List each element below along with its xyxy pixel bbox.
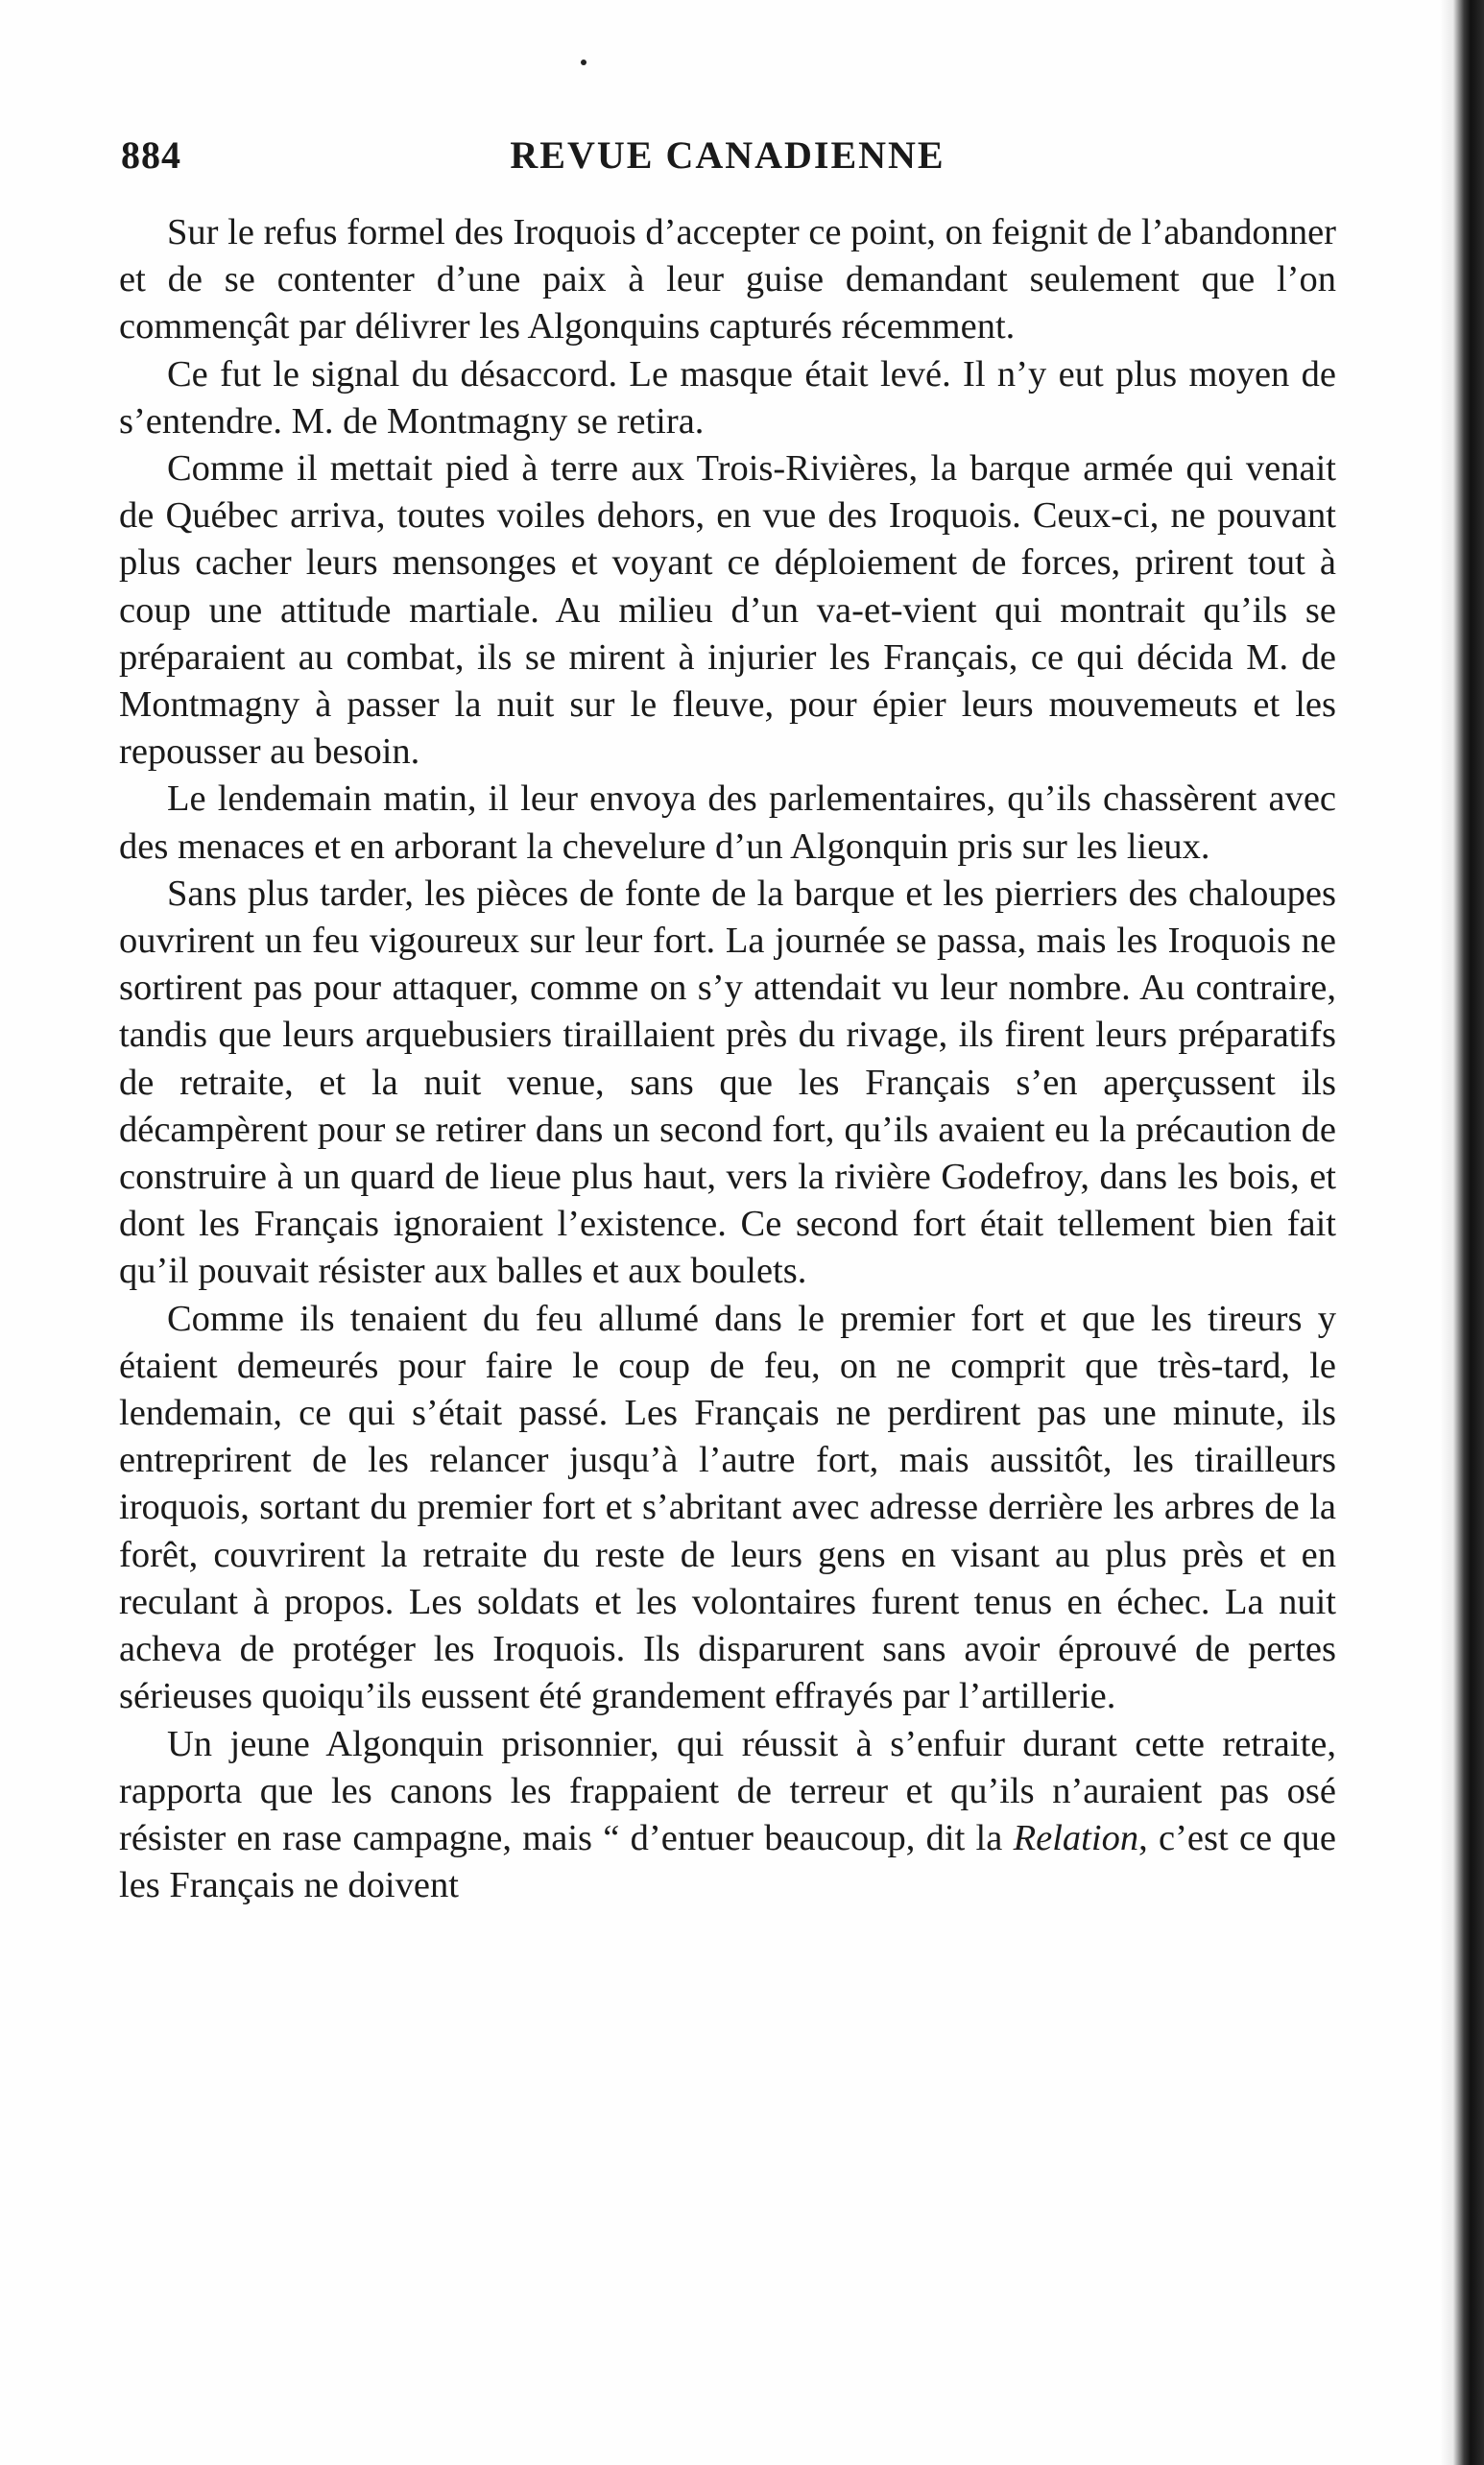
paragraph-7-text-before: Un jeune Algonquin prisonnier, qui réussit à s’enfuir durant cette retraite, rapporta que les canons les frappaient de terreur et qu’ils n’auraient pas osé résister en rase campagne, mais “ d’entuer beaucoup, dit la [119, 1723, 1336, 1858]
paragraph-4: Le lendemain matin, il leur envoya des parlementaires, qu’ils chassèrent avec des menaces et en arborant la chevelure d’un Algonquin pris sur les lieux. [119, 778, 1336, 867]
paragraph-7-text-after: , c’est ce que les Français ne doivent [119, 1817, 1336, 1906]
page-header [121, 132, 1334, 180]
paragraph-3: Comme il mettait pied à terre aux Trois-Rivières, la barque armée qui venait de Québec arriva, toutes voiles dehors, en vue des Iroquois. Ceux-ci, ne pouvant plus cacher leurs mensonges et voyant ce déploiement de forces, prirent tout à coup une attitude martiale. Au milieu d’un va-et-vient qui montrait qu’ils se préparaient au combat, ils se mirent à injurier les Français, ce qui décida M. de Montmagny à passer la nuit sur le fleuve, pour épier leurs mouvemeuts et les repousser au besoin. [119, 448, 1336, 773]
paragraph-7 [119, 1721, 1336, 1910]
page-binding-edge [1440, 0, 1484, 2465]
paragraph-1: Sur le refus formel des Iroquois d’accepter ce point, on feignit de l’abandonner et de se contenter d’une paix à leur guise demandant seulement que l’on commençât par délivrer les Algonquins capturés récemment. [119, 212, 1336, 347]
running-title: REVUE CANADIENNE [510, 133, 945, 177]
paragraph-6: Comme ils tenaient du feu allumé dans le premier fort et que les tireurs y étaient demeurés pour faire le coup de feu, on ne comprit que très-tard, le lendemain, ce qui s’était passé. Les Français ne perdirent pas une minute, ils entreprirent de les relancer jusqu’à l’autre fort, mais aussitôt, les tirailleurs iroquois, sortant du premier fort et s’abritant avec adresse derrière les arbres de la forêt, couvrirent la retraite du reste de leurs gens en visant au plus près et en reculant à propos. Les soldats et les volontaires furent tenus en échec. La nuit acheva de protéger les Iroquois. Ils disparurent sans avoir éprouvé de pertes sérieuses quoiqu’ils eussent été grandement effrayés par l’artillerie. [119, 1298, 1336, 1717]
ink-dot [581, 60, 586, 65]
page-number: 884 [121, 133, 181, 177]
paragraph-5: Sans plus tarder, les pièces de fonte de la barque et les pierriers des chaloupes ouvrirent un feu vigoureux sur leur fort. La journée se passa, mais les Iroquois ne sortirent pas pour attaquer, comme on s’y attendait vu leur nombre. Au contraire, tandis que leurs arquebusiers tiraillaient près du rivage, ils firent leurs préparatifs de retraite, et la nuit venue, sans que les Français s’en aperçussent ils décampèrent pour se retirer dans un second fort, qu’ils avaient eu la précaution de construire à un quard de lieue plus haut, vers la rivière Godefroy, dans les bois, et dont les Français ignoraient l’existence. Ce second fort était tellement bien fait qu’il pouvait résister aux balles et aux boulets. [119, 873, 1336, 1292]
relation-italic: Relation [1013, 1817, 1139, 1858]
paragraph-2: Ce fut le signal du désaccord. Le masque était levé. Il n’y eut plus moyen de s’entendre. M. de Montmagny se retira. [119, 353, 1336, 442]
body-text [119, 209, 1336, 1909]
